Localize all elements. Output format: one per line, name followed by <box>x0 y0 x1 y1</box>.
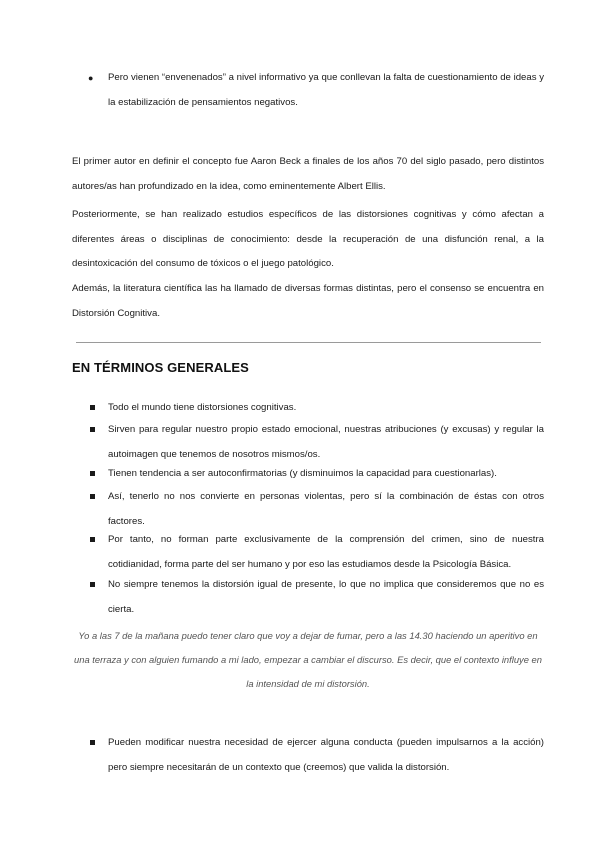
list-item-text: Así, tenerlo no nos convierte en personas violentas, pero sí la combinación de éstas con otros factores. <box>108 491 544 527</box>
list-item-text: Sirven para regular nuestro propio estado emocional, nuestras atribuciones (y excusas) y regular la autoimagen que tenemos de nosotros mismos/os. <box>108 424 544 460</box>
square-bullet-icon <box>90 494 95 499</box>
intro-bullet-text: Pero vienen “envenenados” a nivel informativo ya que conllevan la falta de cuestionamiento de ideas y la estabilización de pensamientos negativos. <box>108 72 544 108</box>
list-item-text: Tienen tendencia a ser autoconfirmatorias (y disminuimos la capacidad para cuestionarlas). <box>108 468 497 479</box>
paragraph-literatura: Además, la literatura científica las ha llamado de diversas formas distintas, pero el consenso se encuentra en Distorsión Cognitiva. <box>72 283 544 319</box>
example-quote: Yo a las 7 de la mañana puedo tener claro que voy a dejar de fumar, pero a las 14.30 haciendo un aperitivo en una terraza y con alguien fumando a mi lado, empezar a cambiar el discurso. Es decir, que el contexto influye en la intensidad de mi distorsión. <box>74 630 542 689</box>
paragraph-aaron-beck: El primer autor en definir el concepto fue Aaron Beck a finales de los años 70 del siglo pasado, pero distintos autores/as han profundizado en la idea, como eminentemente Albert Ellis. <box>72 156 544 192</box>
list-item <box>88 396 544 420</box>
list-item <box>88 528 544 577</box>
list-item-text: Por tanto, no forman parte exclusivamente de la comprensión del crimen, sino de nuestra cotidianidad, forma parte del ser humano y por eso las estudiamos desde la Psicología Básica. <box>108 534 544 570</box>
square-bullet-icon <box>90 582 95 587</box>
section-heading: EN TÉRMINOS GENERALES <box>72 360 249 375</box>
list-item <box>88 731 544 780</box>
square-bullet-icon <box>90 740 95 745</box>
list-item <box>88 462 544 486</box>
list-item-text: Todo el mundo tiene distorsiones cognitivas. <box>108 402 297 413</box>
list-item <box>88 418 544 467</box>
list-item-text: No siempre tenemos la distorsión igual de presente, lo que no implica que consideremos que no es cierta. <box>108 579 544 615</box>
square-bullet-icon <box>90 471 95 476</box>
square-bullet-icon <box>90 537 95 542</box>
intro-bullet <box>88 66 544 116</box>
square-bullet-icon <box>90 405 95 410</box>
list-item <box>88 573 544 622</box>
square-bullet-icon <box>90 427 95 432</box>
final-bullet-text: Pueden modificar nuestra necesidad de ejercer alguna conducta (pueden impulsarnos a la acción) pero siempre necesitarán de un contexto que (creemos) que valida la distorsión. <box>108 737 544 773</box>
list-item <box>88 485 544 534</box>
paragraph-estudios: Posteriormente, se han realizado estudios específicos de las distorsiones cognitivas y cómo afectan a diferentes áreas o disciplinas de conocimiento: desde la recuperación de una disfunción renal, a la desintoxicación del consumo de tóxicos o el juego patológico. <box>72 209 544 269</box>
horizontal-rule <box>76 342 541 343</box>
bullet-dot-icon: ● <box>88 73 94 83</box>
